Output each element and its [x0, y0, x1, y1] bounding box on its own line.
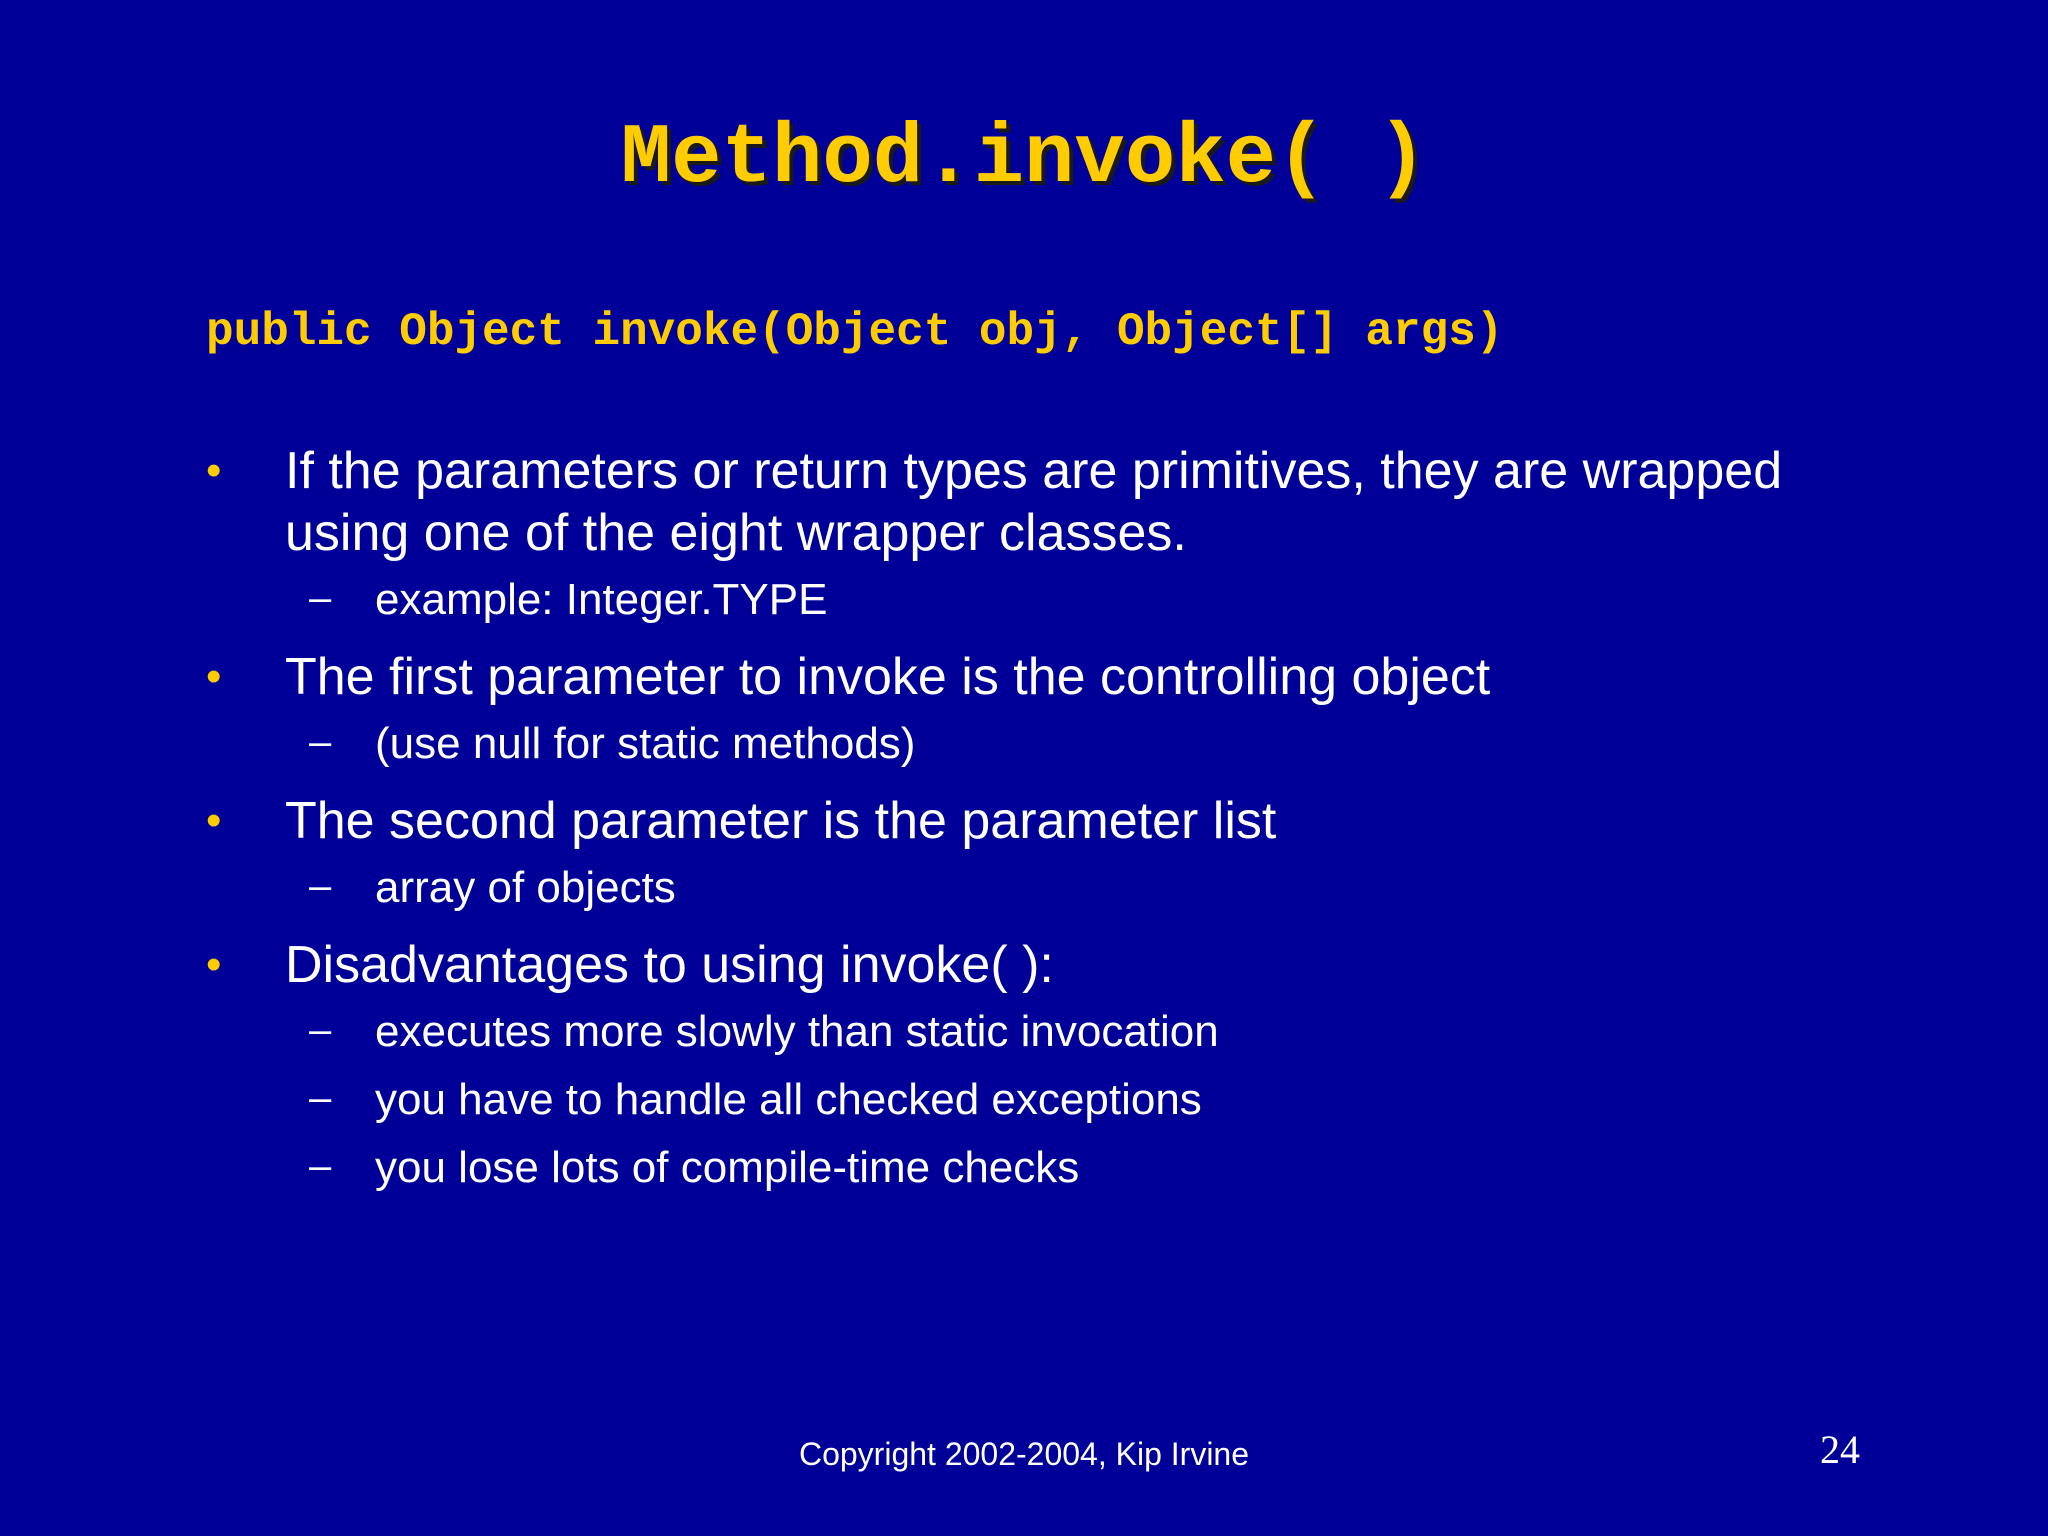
bullet-icon: • — [206, 796, 222, 845]
dash-icon: – — [309, 864, 332, 908]
dash-icon: – — [309, 576, 332, 620]
bullet-list — [206, 440, 1856, 1214]
sub-bullet-text: example: Integer.TYPE — [375, 575, 828, 624]
bullet-text: The second parameter is the parameter list — [285, 792, 1277, 850]
bullet-item — [206, 646, 1856, 708]
sub-bullet-item — [206, 570, 1856, 630]
bullet-text: The first parameter to invoke is the controlling object — [285, 648, 1491, 706]
dash-icon: – — [309, 720, 332, 764]
sub-bullet-item — [206, 714, 1856, 774]
sub-bullet-text: executes more slowly than static invocation — [375, 1007, 1219, 1056]
sub-bullet-text: (use null for static methods) — [375, 719, 916, 768]
bullet-icon: • — [206, 940, 222, 989]
sub-bullet-text: you lose lots of compile-time checks — [375, 1143, 1080, 1192]
bullet-icon: • — [206, 652, 222, 701]
bullet-group — [206, 934, 1856, 1198]
bullet-item — [206, 790, 1856, 852]
bullet-text: Disadvantages to using invoke( ): — [285, 936, 1054, 994]
slide-title: Method.invoke( ) — [620, 112, 1428, 207]
bullet-text: If the parameters or return types are primitives, they are wrapped using one of the eight wrapper classes. — [285, 442, 1783, 562]
sub-bullet-text: you have to handle all checked exceptions — [375, 1075, 1202, 1124]
page-number: 24 — [1820, 1427, 1860, 1472]
sub-bullet-item — [206, 1138, 1856, 1198]
bullet-item — [206, 934, 1856, 996]
bullet-group — [206, 646, 1856, 774]
method-signature: public Object invoke(Object obj, Object[] args) — [206, 306, 1504, 358]
sub-bullet-text: array of objects — [375, 863, 676, 912]
bullet-group — [206, 790, 1856, 918]
sub-bullet-item — [206, 858, 1856, 918]
bullet-icon: • — [206, 446, 222, 495]
dash-icon: – — [309, 1076, 332, 1120]
dash-icon: – — [309, 1144, 332, 1188]
bullet-item — [206, 440, 1856, 564]
footer-copyright: Copyright 2002-2004, Kip Irvine — [798, 1436, 1250, 1472]
bullet-group — [206, 440, 1856, 630]
sub-bullet-item — [206, 1002, 1856, 1062]
sub-bullet-item — [206, 1070, 1856, 1130]
dash-icon: – — [309, 1008, 332, 1052]
